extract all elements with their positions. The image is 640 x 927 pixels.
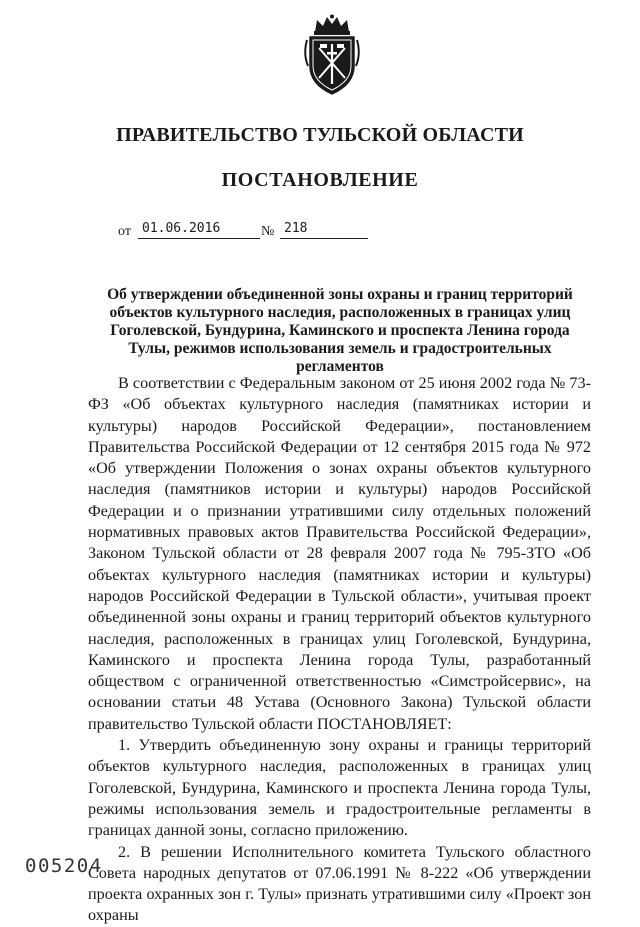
serial-stamp-number: 005204 bbox=[25, 855, 103, 877]
organization-title: ПРАВИТЕЛЬСТВО ТУЛЬСКОЙ ОБЛАСТИ bbox=[116, 124, 524, 146]
number-value: 218 bbox=[280, 221, 368, 239]
document-body bbox=[88, 373, 591, 927]
item-1-paragraph: 1. Утвердить объединенную зону охраны и границы территорий объектов культурного наследия, расположенных в границах улиц Гоголевской, Бундурина, Каминского и проспекта Ленина города Тулы, режимы использования земель и градостроительные регламенты в границах данной зоны, согласно приложению. bbox=[88, 736, 591, 840]
document-subject: Об утверждении объединенной зоны охраны и границ территорий объектов культурного наследия, расположенных в границах улиц Гоголевской, Бундурина, Каминского и проспекта Ленина города Тулы, режимов использования земель и градостроительных регламентов bbox=[107, 286, 573, 375]
document-type: ПОСТАНОВЛЕНИЕ bbox=[221, 169, 419, 191]
preamble-paragraph: В соответствии с Федеральным законом от 25 июня 2002 года № 73-ФЗ «Об объектах культурного наследия (памятниках истории и культуры) народов Российской Федерации», постановлением Правительства Российской Федерации от 12 сентября 2015 года № 972 «Об утверждении Положения о зонах охраны объектов культурного наследия (памятников истории и культуры) народов Российской Федерации и о признании утратившими силу отдельных положений нормативных правовых актов Правительства Российской Федерации», Законом Тульской области от 28 февраля 2007 года № 795-ЗТО «Об объектах культурного наследия (памятниках истории и культуры) народов Российской Федерации в Тульской области», учитывая проект объединенной зоны охраны и границ территорий объектов культурного наследия, расположенных в границах улиц Гоголевской, Бундурина, Каминского и проспекта Ленина города Тулы, разработанный обществом с ограниченной ответственностью «Симстройсервис», на основании статьи 48 Устава (Основного Закона) Тульской области правительство Тульской области ПОСТАНОВЛЯЕТ: bbox=[88, 374, 591, 733]
date-label: от bbox=[118, 224, 131, 239]
date-value: 01.06.2016 bbox=[138, 221, 260, 239]
item-2-paragraph: 2. В решении Исполнительного комитета Тульского областного Совета народных депутатов от 07.06.1991 № 8-222 «Об утверждении проекта охранных зон г. Тулы» признать утратившими силу «Проект зон охраны bbox=[88, 842, 591, 925]
tula-coat-of-arms-icon bbox=[303, 14, 361, 96]
number-label: № bbox=[261, 224, 275, 239]
